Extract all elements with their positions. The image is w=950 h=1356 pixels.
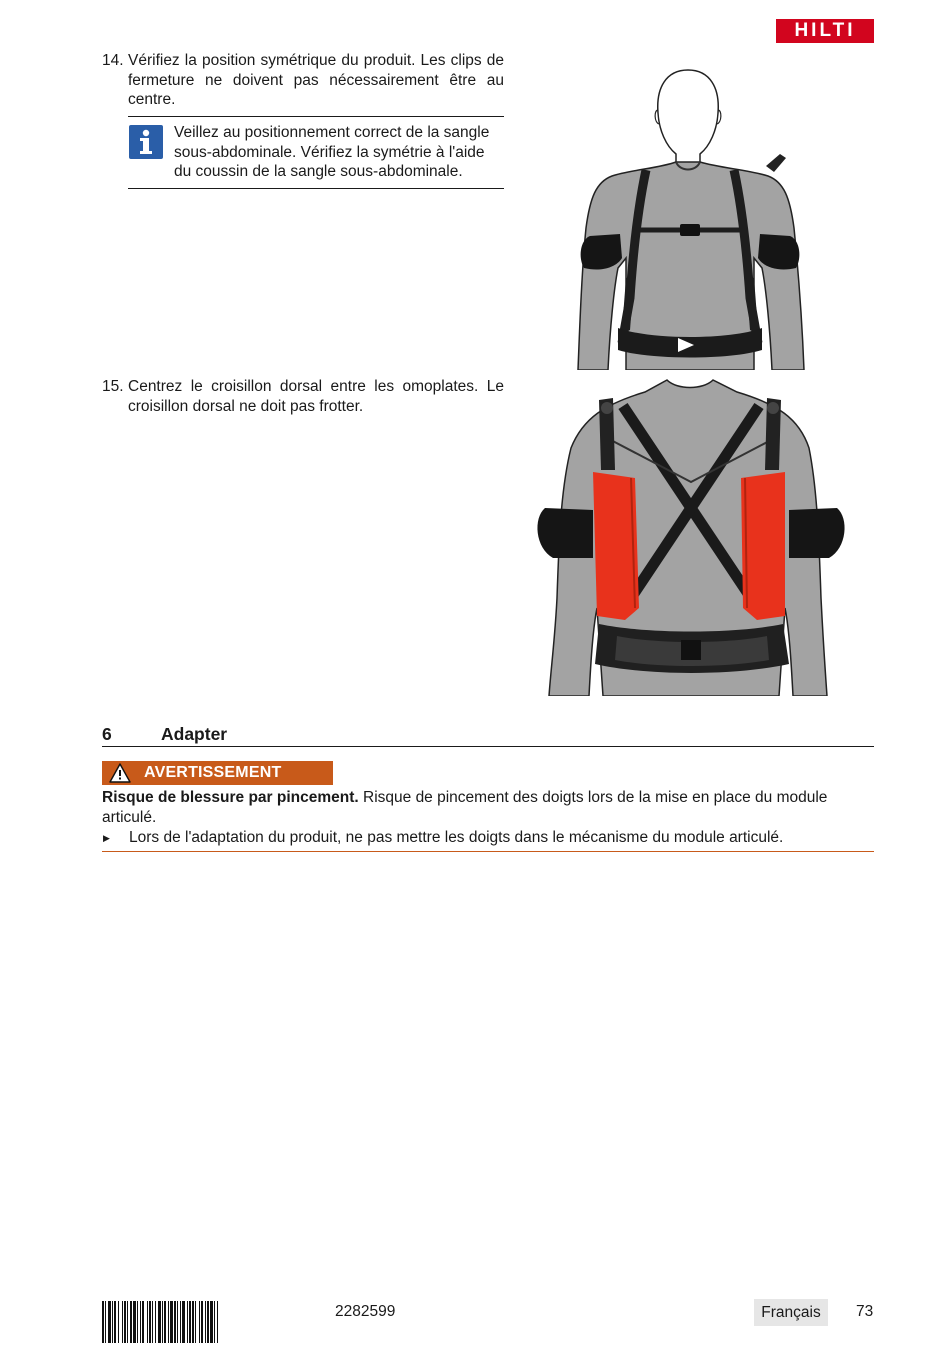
warning-bottom-rule bbox=[102, 851, 874, 852]
language-label: Français bbox=[754, 1299, 828, 1326]
warning-heading: Risque de blessure par pincement. bbox=[102, 789, 359, 806]
step-text: Vérifiez la position symétrique du produit. Les clips de fermeture ne doivent pas nécessairement être au centre. bbox=[128, 52, 504, 108]
bullet-arrow-icon: ▶ bbox=[103, 833, 110, 843]
barcode bbox=[102, 1301, 324, 1351]
info-icon bbox=[129, 125, 163, 159]
page-number: 73 bbox=[856, 1303, 874, 1320]
front-view-harness-figure bbox=[560, 58, 820, 370]
step-15 bbox=[102, 377, 504, 416]
warning-triangle-icon bbox=[109, 763, 131, 783]
warning-body: Risque de pincement des doigts lors de la mise en place du module articulé. bbox=[102, 789, 828, 826]
section-rule bbox=[102, 746, 874, 747]
warning-bullet-text: Lors de l'adaptation du produit, ne pas mettre les doigts dans le mécanisme du module articulé. bbox=[129, 829, 784, 846]
step-number: 14. bbox=[102, 52, 124, 69]
document-number: 2282599 bbox=[335, 1303, 396, 1320]
hilti-logo bbox=[776, 19, 874, 43]
step-text: Centrez le croisillon dorsal entre les omoplates. Le croisillon dorsal ne doit pas frotter. bbox=[128, 378, 504, 415]
logo-text: HILTI bbox=[794, 20, 856, 41]
note-bottom-rule bbox=[128, 188, 504, 189]
warning-label: AVERTISSEMENT bbox=[144, 764, 282, 781]
step-number: 15. bbox=[102, 378, 124, 395]
info-note-text: Veillez au positionnement correct de la sangle sous-abdominale. Vérifiez la symétrie à l'aide du coussin de la sangle sous-abdominale. bbox=[174, 124, 490, 180]
section-title: Adapter bbox=[161, 724, 228, 744]
section-number: 6 bbox=[102, 724, 112, 744]
back-view-harness-figure bbox=[527, 378, 855, 696]
step-14 bbox=[102, 51, 504, 110]
warning-text bbox=[102, 788, 874, 827]
note-top-rule bbox=[128, 116, 504, 117]
